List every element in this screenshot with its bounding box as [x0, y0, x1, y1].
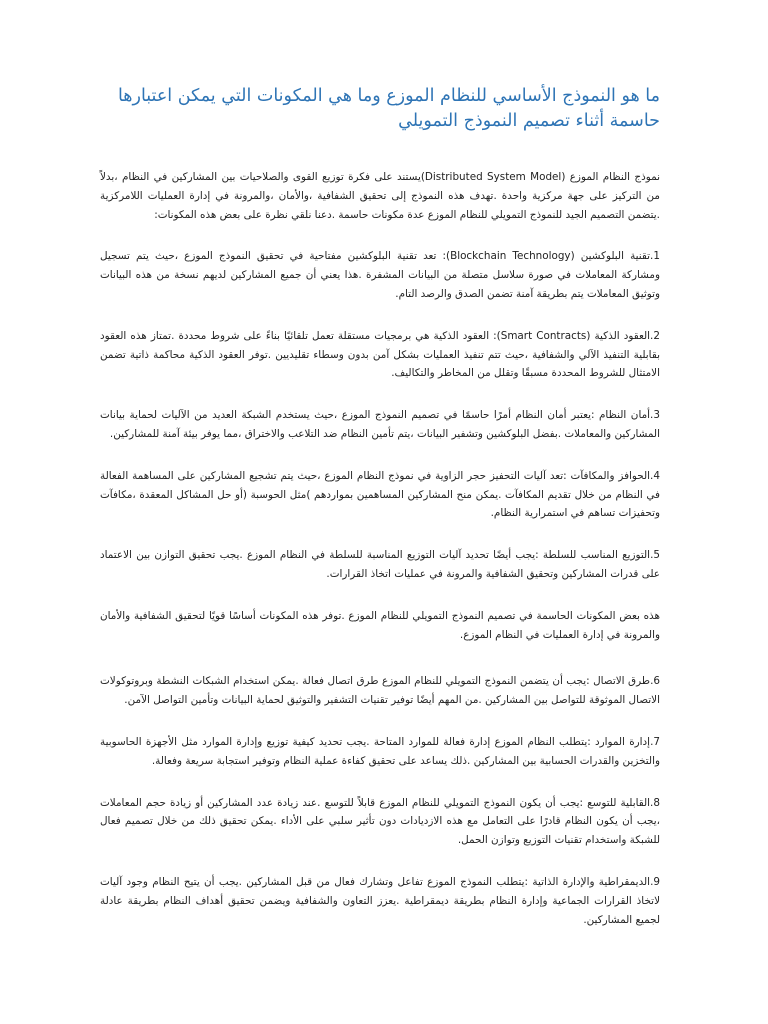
- paragraph-democracy: 9.الديمقراطية والإدارة الذاتية :يتطلب النموذج الموزع تفاعل وتشارك فعال من قبل المشاركين .يجب أن يتيح النظام وجود آليات لاتخاذ القرارات الجماعية وإدارة النظام بطريقة ديمقراطية .يعزز التعاون والشفافية ويضمن تحقيق أهداف النظام بطريقة عادلة لجميع المشاركين.: [100, 875, 660, 926]
- paragraph-smart-contracts: 2.العقود الذكية (Smart Contracts): العقود الذكية هي برمجيات مستقلة تعمل تلقائيًا بناءً على شروط محددة .تمتاز هذه العقود بقابلية التنفيذ الآلي والشفافية ،حيث تتم تنفيذ العمليات بشكل آمن بدون وسطاء تقليديين .توفر العقود الذكية محاكمة ذاتية تضمن الامتثال للشروط المحددة مسبقًا وتقلل من المخاطر والتكاليف.: [100, 329, 660, 380]
- paragraph-blockchain: 1.تقنية البلوكشين (Blockchain Technology): تعد تقنية البلوكشين مفتاحية في تحقيق النموذج الموزع ،حيث يتم تسجيل ومشاركة المعاملات في صورة سلاسل متصلة من البيانات المشفرة .هذا يعني أن جميع المشاركين لديهم نسخة من هذه البيانات وتوثيق المعاملات يتم بطريقة آمنة تضمن الصدق والرصد التام.: [100, 250, 660, 300]
- document-title: ما هو النموذج الأساسي للنظام الموزع وما هي المكونات التي يمكن اعتبارها حاسمة أثناء تصميم النموذج التمويلي: [117, 86, 660, 131]
- paragraph-resources: 7.إدارة الموارد :يتطلب النظام الموزع إدارة فعالة للموارد المتاحة .يجب تحديد كيفية توزيع وإدارة الموارد مثل الأجهزة الحاسوبية والتخزين والقدرات الحسابية بين المشاركين .ذلك يساعد على تحقيق كفاءة عملية النظام وتوفير استجابة سريعة وفعالة.: [100, 735, 660, 767]
- paragraph-incentives: 4.الحوافز والمكافآت :تعد آليات التحفيز حجر الزاوية في نموذج النظام الموزع ،حيث يتم تشجيع المشاركين على المساهمة الفعالة في النظام من خلال تقديم المكافآت .يمكن منح المشاركين المساهمين بمواردهم )مثل الحوسبة (أو حل المشاكل المعقدة ،مكافآت وتحفيزات تساهم في استمرارية النظام.: [100, 469, 660, 520]
- intro-paragraph: نموذج النظام الموزع (Distributed System Model)يستند على فكرة توزيع القوى والصلاحيات بين المشاركين في النظام ،بدلاً من التركيز على جهة مركزية واحدة .تهدف هذه النموذج إلى تحقيق الشفافية ،والأمان ،والمرونة في إدارة العمليات اللامركزية .يتضمن التصميم الجيد للنموذج التمويلي للنظام الموزع عدة مكونات حاسمة .دعنا نلقي نظرة على بعض هذه المكونات:: [100, 171, 660, 221]
- document-body: [100, 168, 660, 952]
- paragraph-communication: 6.طرق الاتصال :يجب أن يتضمن النموذج التمويلي للنظام الموزع طرق اتصال فعالة .يمكن استخدام الشبكات النشطة وبروتوكولات الاتصال الموثوقة للتواصل بين المشاركين .من المهم أيضًا توفير تقنيات التشفير والتوثيق لحماية البيانات وتأمين التواصل الآمن.: [100, 675, 660, 707]
- paragraph-authority: 5.التوزيع المناسب للسلطة :يجب أيضًا تحديد آليات التوزيع المناسبة للسلطة في النظام الموزع .يجب تحقيق التوازن بين الاعتماد على قدرات المشاركين وتحقيق الشفافية والمرونة في عمليات اتخاذ القرارات.: [100, 549, 660, 580]
- summary-paragraph: هذه بعض المكونات الحاسمة في تصميم النموذج التمويلي للنظام الموزع .توفر هذه المكونات أساسًا قويًا لتحقيق الشفافية والأمان والمرونة في إدارة العمليات في النظام الموزع.: [100, 609, 660, 641]
- paragraph-security: 3.أمان النظام :يعتبر أمان النظام أمرًا حاسمًا في تصميم النموذج الموزع ،حيث يستخدم الشبكة العديد من الآليات لحماية بيانات المشاركين والمعاملات .بفضل البلوكشين وتشفير البيانات ،يتم تأمين النظام ضد التلاعب والاختراق ،مما يوفر بيئة آمنة للمشاركين.: [100, 409, 660, 440]
- paragraph-scalability: 8.القابلية للتوسع :يجب أن يكون النموذج التمويلي للنظام الموزع قابلاً للتوسع .عند زيادة عدد المشاركين أو زيادة حجم المعاملات ،يجب أن يكون النظام قادرًا على التعامل مع هذه الازديادات دون تأثير سلبي على الأداء .يمكن تحقيق ذلك من خلال تصميم فعال للشبكة واستخدام تقنيات التوزيع وتوازن الحمل.: [100, 796, 660, 847]
